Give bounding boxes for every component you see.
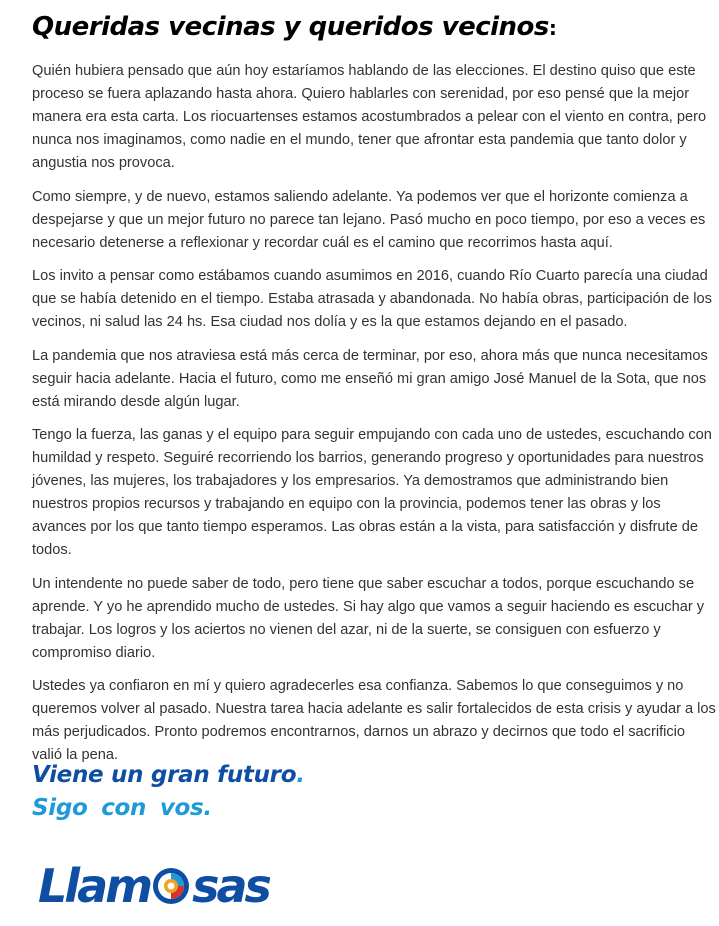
letter-paragraph: Los invito a pensar como estábamos cuando asumimos en 2016, cuando Río Cuarto parecía una ciudad que se había detenido en el tiempo. Estaba atrasada y abandonada. No había obras, participación de los vecinos, ni salud las 24 hs. Esa ciudad nos dolía y es la que estamos dejando en el pasado.: [32, 268, 712, 330]
letter-paragraph: Ustedes ya confiaron en mí y quiero agradecerles esa confianza. Sabemos lo que conseguimos y no queremos volver al pasado. Nuestra tarea hacia adelante es salir fortalecidos de esta crisis y ayudar a los más perjudicados. Pronto podremos encontrarnos, darnos un abrazo y decirnos que todo el sacrificio valió la pena.: [32, 678, 716, 763]
letter-title: [32, 12, 556, 42]
logo-text-end: sas: [192, 859, 269, 913]
sun-circle-emblem-icon: [151, 866, 191, 906]
letter-body: [32, 60, 716, 778]
letter-paragraph: Un intendente no puede saber de todo, pero tiene que saber escuchar a todos, porque escuchando se aprende. Y yo he aprendido mucho de ustedes. Si hay algo que vamos a seguir haciendo es escuchar y trabajar. Los logros y los aciertos no vienen del azar, ni de la suerte, se consiguen con esfuerzo y compromiso diario.: [32, 575, 705, 661]
letter-paragraph: La pandemia que nos atraviesa está más cerca de terminar, por eso, ahora más que nunca necesitamos seguir hacia adelante. Hacia el futuro, como me enseñó mi gran amigo José Manuel de la Sota, que nos está mirando desde algún lugar.: [32, 347, 708, 410]
slogan-line-1-text: Viene un gran futuro: [32, 762, 297, 788]
slogan-line-2-text: Sigo con vos: [32, 795, 204, 821]
slogan-line-1-dot: .: [296, 762, 305, 788]
llamosas-logo: [38, 860, 269, 912]
letter-paragraph: Quién hubiera pensado que aún hoy estaríamos hablando de las elecciones. El destino quiso que este proceso se fuera aplazando hasta ahora. Quiero hablarles con serenidad, por eso pensé que la mejor manera era esta carta. Los riocuartenses estamos acostumbrados a pelear con el viento en contra, pero nunca nos imaginamos, como nadie en el mundo, tener que afrontar esta pandemia que tanto dolor y angustia nos provoca.: [32, 63, 707, 171]
slogan-line-1: [32, 762, 305, 788]
letter-paragraph: Como siempre, y de nuevo, estamos saliendo adelante. Ya podemos ver que el horizonte comienza a despejarse y que un mejor futuro no parece tan lejano. Pasó mucho en poco tiempo, por eso a veces es necesario detenerse a reflexionar y recordar cuál es el camino que recorrimos hasta aquí.: [32, 188, 706, 251]
slogan-line-2: [32, 795, 212, 821]
slogan-line-2-dot: .: [203, 795, 212, 821]
letter-paragraph: Tengo la fuerza, las ganas y el equipo para seguir empujando con cada uno de ustedes, escuchando con humildad y respeto. Seguiré recorriendo los barrios, generando progreso y oportunidades para nuestros jóvenes, las mujeres, los trabajadores y los empresarios. Ya demostramos que administrando bien nuestros propios recursos y trabajando en equipo con la provincia, podemos tener las obras y los avances por los que tanto tiempo esperamos. Las obras están a la vista, para satisfacción y disfrute de todos.: [32, 427, 712, 558]
letter-title-colon: :: [548, 16, 557, 40]
logo-text-start: Llam: [38, 859, 151, 913]
letter-title-text: Queridas vecinas y queridos vecinos: [32, 12, 549, 42]
